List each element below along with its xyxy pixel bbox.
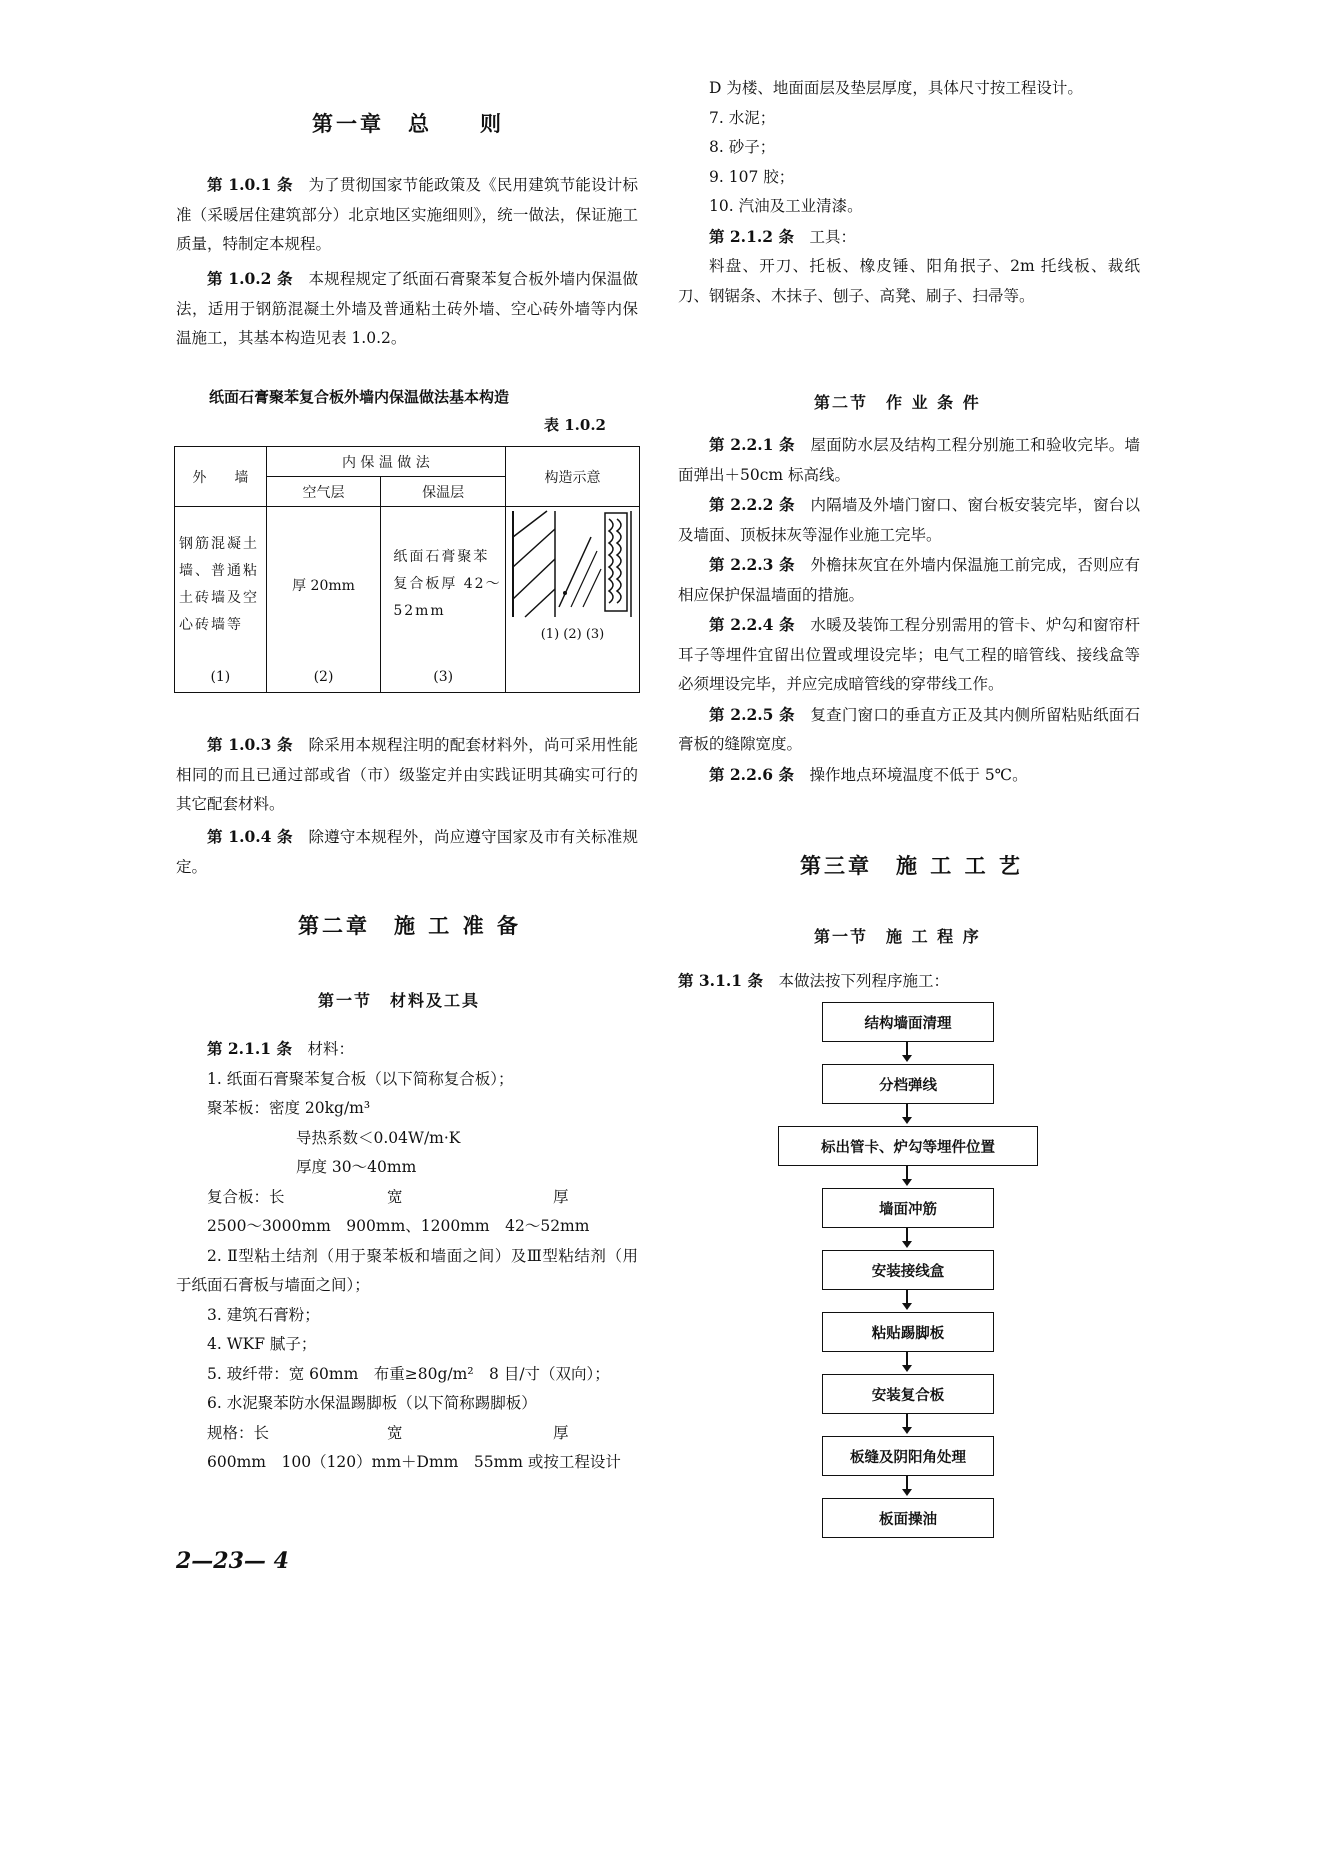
flow-step: 标出管卡、炉勾等埋件位置: [778, 1126, 1038, 1166]
flow-step: 墙面冲筋: [822, 1188, 994, 1228]
material-6: 6. 水泥聚苯防水保温踢脚板（以下简称踢脚板）: [207, 1394, 537, 1412]
article-number: 第 2.2.3 条: [709, 555, 795, 574]
article-text: 材料：: [307, 1040, 354, 1058]
d-definition: D 为楼、地面面层及垫层厚度，具体尺寸按工程设计。: [709, 79, 1083, 97]
flow-arrow: [906, 1166, 908, 1180]
article-1-0-2: [176, 264, 638, 354]
article-text: 内隔墙及外墙门窗口、窗台板安装完毕，窗台以及墙面、顶板抹灰等湿作业施工完毕。: [678, 496, 1140, 544]
material-5: 5. 玻纤带：宽 60mm 布重≥80g/m² 8 目/寸（双向）；: [207, 1364, 610, 1383]
article-text: 操作地点环境温度不低于 5℃。: [809, 765, 1028, 784]
flow-arrow: [906, 1476, 908, 1490]
article-number: 第 1.0.2 条: [207, 269, 293, 288]
flow-arrow: [906, 1352, 908, 1366]
cell-air-thickness: 厚 20mm: [266, 507, 381, 663]
material-3: 3. 建筑石膏粉；: [207, 1305, 320, 1324]
article-number: 第 2.1.1 条: [207, 1039, 292, 1058]
flow-arrow: [906, 1290, 908, 1304]
article-text: 工具：: [809, 227, 856, 246]
chapter-1-title: 第一章 总 则: [312, 111, 504, 136]
chapter-3-title: 第三章 施 工 工 艺: [800, 853, 1023, 878]
flow-step: 安装复合板: [822, 1374, 994, 1414]
article-text: 除采用本规程注明的配套材料外，尚可采用性能相同的而且已通过部或省（市）级鉴定并由实践证明其确实可行的其它配套材料。: [176, 736, 638, 813]
flow-arrow: [906, 1104, 908, 1118]
flow-step: 粘贴踢脚板: [822, 1312, 994, 1352]
material-1: 1. 纸面石膏聚苯复合板（以下简称复合板）；: [207, 1069, 514, 1088]
flow-step: 安装接线盒: [822, 1250, 994, 1290]
material-1-eps: 聚苯板：密度 20kg/m³: [207, 1099, 371, 1117]
column-number-2: (2): [266, 663, 381, 693]
material-2: 2. Ⅱ型粘土结剂（用于聚苯板和墙面之间）及Ⅲ型粘结剂（用于纸面石膏板与墙面之间）；: [176, 1246, 638, 1294]
header-method: 内 保 温 做 法: [266, 447, 505, 477]
section-3-title: 第一节 施 工 程 序: [814, 927, 981, 946]
article-number: 第 2.2.5 条: [709, 704, 795, 724]
cell-insulation: 纸面石膏聚苯复合板厚 42～52mm: [393, 549, 502, 620]
spec-thickness-label: 厚: [553, 1187, 569, 1206]
column-number-3: (3): [381, 663, 506, 693]
article-number: 第 2.2.4 条: [709, 615, 795, 634]
material-10: 10. 汽油及工业清漆。: [709, 197, 863, 215]
spec-thickness-label: 厚: [553, 1423, 569, 1442]
article-1-0-4: [176, 822, 638, 882]
article-text: 除遵守本规程外，尚应遵守国家及市有关标准规定。: [176, 828, 638, 876]
section-2-title: 第二节 作 业 条 件: [814, 393, 981, 412]
article-number: 第 2.2.1 条: [709, 435, 795, 454]
article-number: 第 3.1.1 条: [678, 971, 763, 990]
page-number: 2—23— 4: [176, 1548, 289, 1574]
article-text: 外檐抹灰宜在外墙内保温施工前完成，否则应有相应保护保温墙面的措施。: [678, 556, 1140, 604]
materials-list: [176, 1034, 638, 1478]
spec-width-label: 宽: [387, 1187, 403, 1206]
article-text: 水暖及装饰工程分别需用的管卡、炉勾和窗帘杆耳子等埋件宜留出位置或埋设完毕；电气工程的暗管线、接线盒等必须埋设完毕，并应完成暗管线的穿带线工作。: [678, 616, 1140, 693]
construction-table: [174, 446, 640, 693]
spec-length-label: 复合板：长: [207, 1187, 285, 1206]
material-1-thickness: 厚度 30～40mm: [296, 1158, 417, 1176]
article-text: 屋面防水层及结构工程分别施工和验收完毕。墙面弹出＋50cm 标高线。: [678, 436, 1140, 484]
flow-arrow: [906, 1228, 908, 1242]
material-7: 7. 水泥；: [709, 108, 776, 127]
header-insulation-layer: 保温层: [381, 477, 506, 507]
material-8: 8. 砂子；: [709, 138, 776, 156]
header-air-layer: 空气层: [266, 477, 381, 507]
article-text: 本做法按下列程序施工：: [778, 972, 949, 990]
flow-step: 板缝及阴阳角处理: [822, 1436, 994, 1476]
construction-flowchart: [678, 0, 1140, 1869]
article-number: 第 2.1.2 条: [709, 226, 794, 246]
column-number-1: (1): [175, 663, 267, 693]
article-1-0-3: [176, 730, 638, 820]
flow-step: 分档弹线: [822, 1064, 994, 1104]
diagram-label: (1) (2) (3): [540, 627, 605, 642]
article-number: 第 1.0.4 条: [207, 827, 293, 846]
article-number: 第 1.0.3 条: [207, 735, 293, 754]
cell-diagram: [505, 507, 639, 693]
flow-arrow: [906, 1414, 908, 1428]
material-4: 4. WKF 腻子；: [207, 1335, 317, 1353]
article-1-0-1: [176, 170, 638, 260]
section-1-title: 第一节 材料及工具: [318, 991, 481, 1010]
flow-arrow: [906, 1042, 908, 1056]
header-diagram: 构造示意: [505, 447, 639, 507]
flow-step: 板面操油: [822, 1498, 994, 1538]
table-number: 表 1.0.2: [544, 416, 606, 434]
article-text: 为了贯彻国家节能政策及《民用建筑节能设计标准（采暖居住建筑部分）北京地区实施细则》，统一做法，保证施工质量，特制定本规程。: [176, 176, 638, 253]
tools-list: 料盘、开刀、托板、橡皮锤、阳角抿子、2m 托线板、裁纸刀、钢锯条、木抹子、刨子、高凳、刷子、扫帚等。: [678, 257, 1140, 305]
spec-width-label: 宽: [387, 1423, 403, 1442]
table-title: 纸面石膏聚苯复合板外墙内保温做法基本构造: [209, 388, 510, 406]
article-number: 第 2.2.2 条: [709, 495, 795, 514]
article-number: 第 1.0.1 条: [207, 175, 293, 194]
header-wall: 外 墙: [175, 447, 267, 507]
chapter-2-title: 第二章 施 工 准 备: [298, 913, 521, 938]
article-text: 本规程规定了纸面石膏聚苯复合板外墙内保温做法，适用于钢筋混凝土外墙及普通粘土砖外墙、空心砖外墙等内保温施工，其基本构造见表 1.0.2。: [176, 270, 638, 347]
material-1-conductivity: 导热系数＜0.04W/m·K: [296, 1128, 461, 1147]
article-text: 复查门窗口的垂直方正及其内侧所留粘贴纸面石膏板的缝隙宽度。: [678, 705, 1140, 753]
material-6-sizes: 600mm 100（120）mm＋Dmm 55mm 或按工程设计: [207, 1453, 621, 1471]
spec-length-label: 规格：长: [207, 1423, 270, 1442]
flow-step: 结构墙面清理: [822, 1002, 994, 1042]
material-9: 9. 107 胶；: [709, 167, 795, 186]
cell-wall-type: 钢筋混凝土墙、普通粘土砖墙及空心砖墙等: [179, 535, 259, 633]
material-1-sizes: 2500～3000mm 900mm、1200mm 42～52mm: [207, 1217, 590, 1235]
article-number: 第 2.2.6 条: [709, 764, 794, 784]
